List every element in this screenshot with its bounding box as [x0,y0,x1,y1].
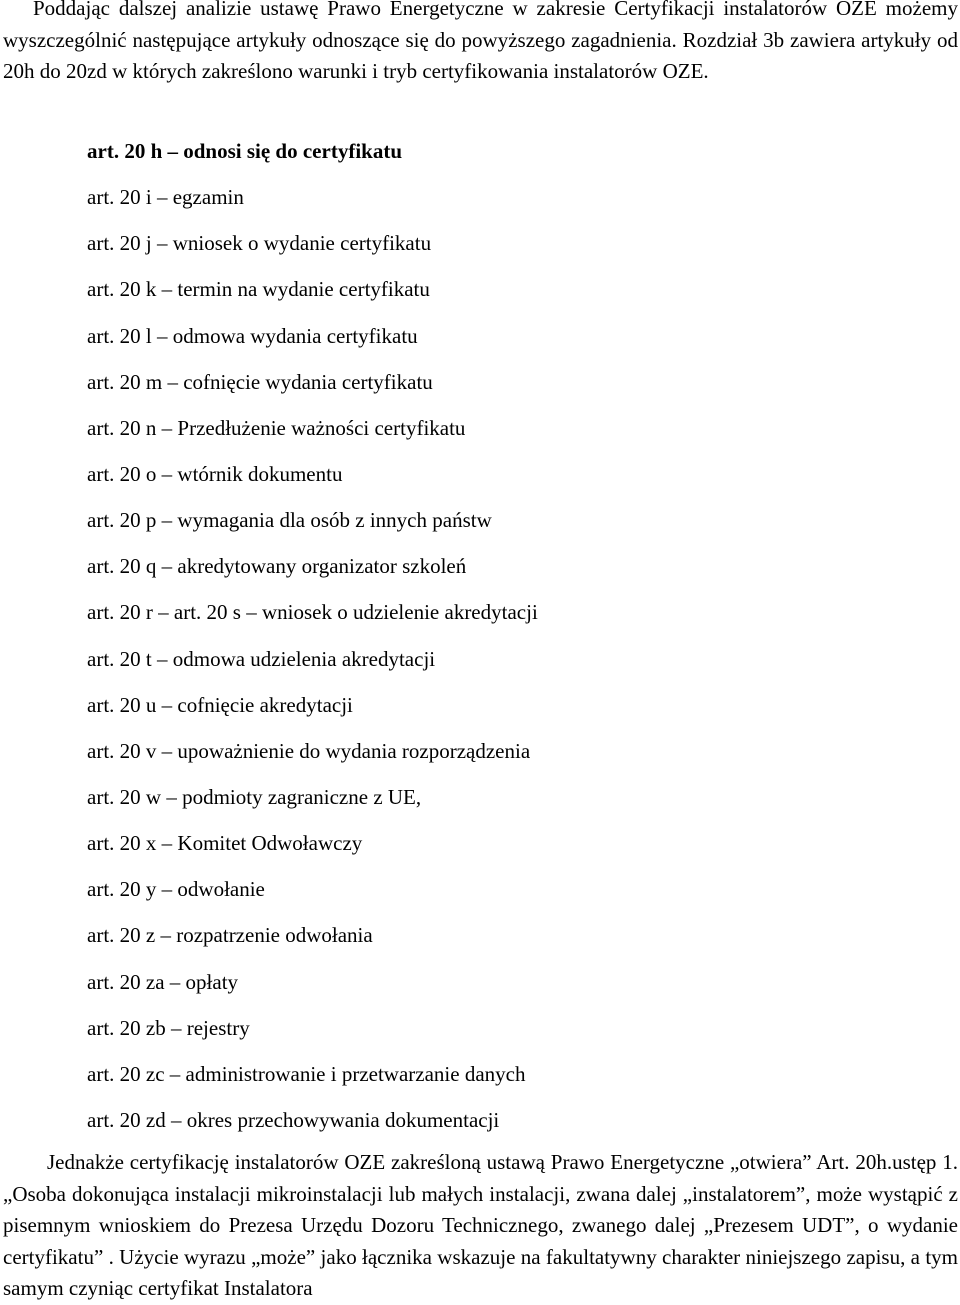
list-item: art. 20 zb – rejestry [87,1015,250,1040]
list-item: art. 20 j – wniosek o wydanie certyfikatu [87,231,432,256]
list-item: art. 20 w – podmioty zagraniczne z UE, [87,784,422,809]
article-list [87,135,538,1150]
list-item: art. 20 r – art. 20 s – wniosek o udzielenie akredytacji [87,600,538,625]
list-item: art. 20 z – rozpatrzenie odwołania [87,923,373,948]
list-item: art. 20 k – termin na wydanie certyfikatu [87,277,430,302]
list-item: art. 20 zd – okres przechowywania dokumentacji [87,1107,500,1132]
list-item: art. 20 n – Przedłużenie ważności certyfikatu [87,415,466,440]
intro-paragraph: Poddając dalszej analizie ustawę Prawo Energetyczne w zakresie Certyfikacji instalatorów OZE możemy wyszczególnić następujące artykuły odnoszące się do powyższego zagadnienia. Rozdział 3b zawiera artykuły od 20h do 20zd w których zakreślono warunki i tryb certyfikowania instalatorów OZE. [3,0,958,83]
closing-paragraph: Jednakże certyfikację instalatorów OZE zakreśloną ustawą Prawo Energetyczne „otwiera” Art. 20h.ustęp 1. „Osoba dokonująca instalacji mikroinstalacji lub małych instalacji, zwana dalej „instalatorem”, może wystąpić z pisemnym wnioskiem do Prezesa Urzędu Dozoru Technicznego, zwanego dalej „Prezesem UDT”, o wydanie certyfikatu” . Użycie wyrazu „może” jako łącznika wskazuje na fakultatywny charakter niniejszego zapisu, a tym samym czyniąc certyfikat Instalatora [3,1150,958,1300]
list-item: art. 20 l – odmowa wydania certyfikatu [87,323,418,348]
list-item: art. 20 x – Komitet Odwoławczy [87,831,363,856]
list-item: art. 20 h – odnosi się do certyfikatu [87,139,402,163]
list-item: art. 20 o – wtórnik dokumentu [87,461,343,486]
list-item: art. 20 q – akredytowany organizator szkoleń [87,554,467,579]
list-item: art. 20 t – odmowa udzielenia akredytacji [87,646,436,671]
list-item: art. 20 p – wymagania dla osób z innych państw [87,508,492,533]
list-item: art. 20 y – odwołanie [87,877,265,902]
list-item: art. 20 za – opłaty [87,969,239,994]
list-item: art. 20 v – upoważnienie do wydania rozporządzenia [87,738,531,763]
list-item: art. 20 zc – administrowanie i przetwarzanie danych [87,1061,526,1086]
list-item: art. 20 i – egzamin [87,185,244,210]
list-item: art. 20 u – cofnięcie akredytacji [87,692,353,717]
list-item: art. 20 m – cofnięcie wydania certyfikatu [87,369,433,394]
